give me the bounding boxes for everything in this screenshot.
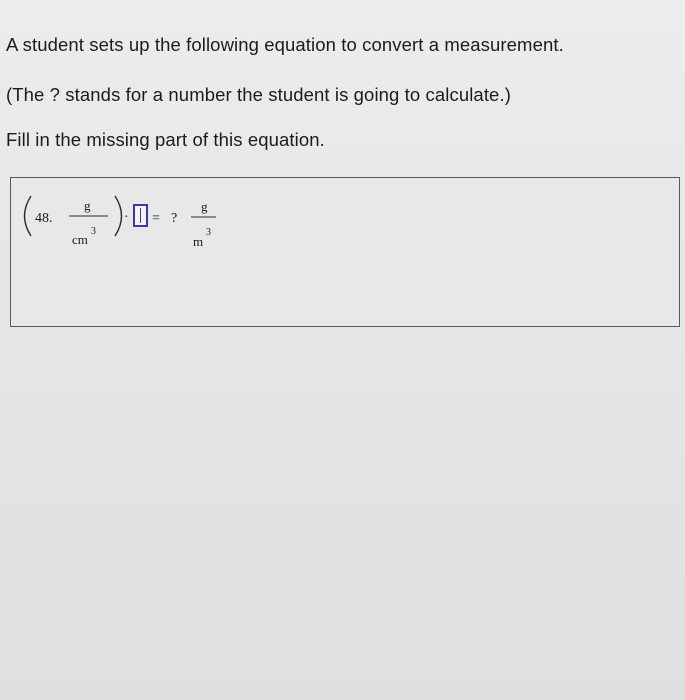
equation bbox=[11, 178, 679, 326]
equation-panel bbox=[10, 177, 680, 327]
equals-sign: = bbox=[152, 211, 160, 226]
unknown-value: ? bbox=[171, 211, 178, 226]
question-line-3: Fill in the missing part of this equation. bbox=[6, 129, 325, 150]
left-numerator-unit: g bbox=[84, 198, 91, 213]
right-parenthesis bbox=[115, 196, 122, 236]
coefficient: 48. bbox=[35, 211, 53, 226]
right-denominator-exponent: 3 bbox=[206, 227, 211, 238]
left-denominator-exponent: 3 bbox=[91, 226, 96, 237]
right-numerator-unit: g bbox=[201, 199, 208, 214]
question-line-2: (The ? stands for a number the student is going to calculate.) bbox=[6, 84, 511, 105]
multiply-dot: · bbox=[124, 210, 129, 225]
right-denominator-unit: m bbox=[193, 234, 204, 249]
question-line-1: A student sets up the following equation to convert a measurement. bbox=[6, 34, 564, 55]
left-denominator-unit: cm bbox=[72, 232, 88, 247]
left-parenthesis bbox=[25, 196, 32, 236]
